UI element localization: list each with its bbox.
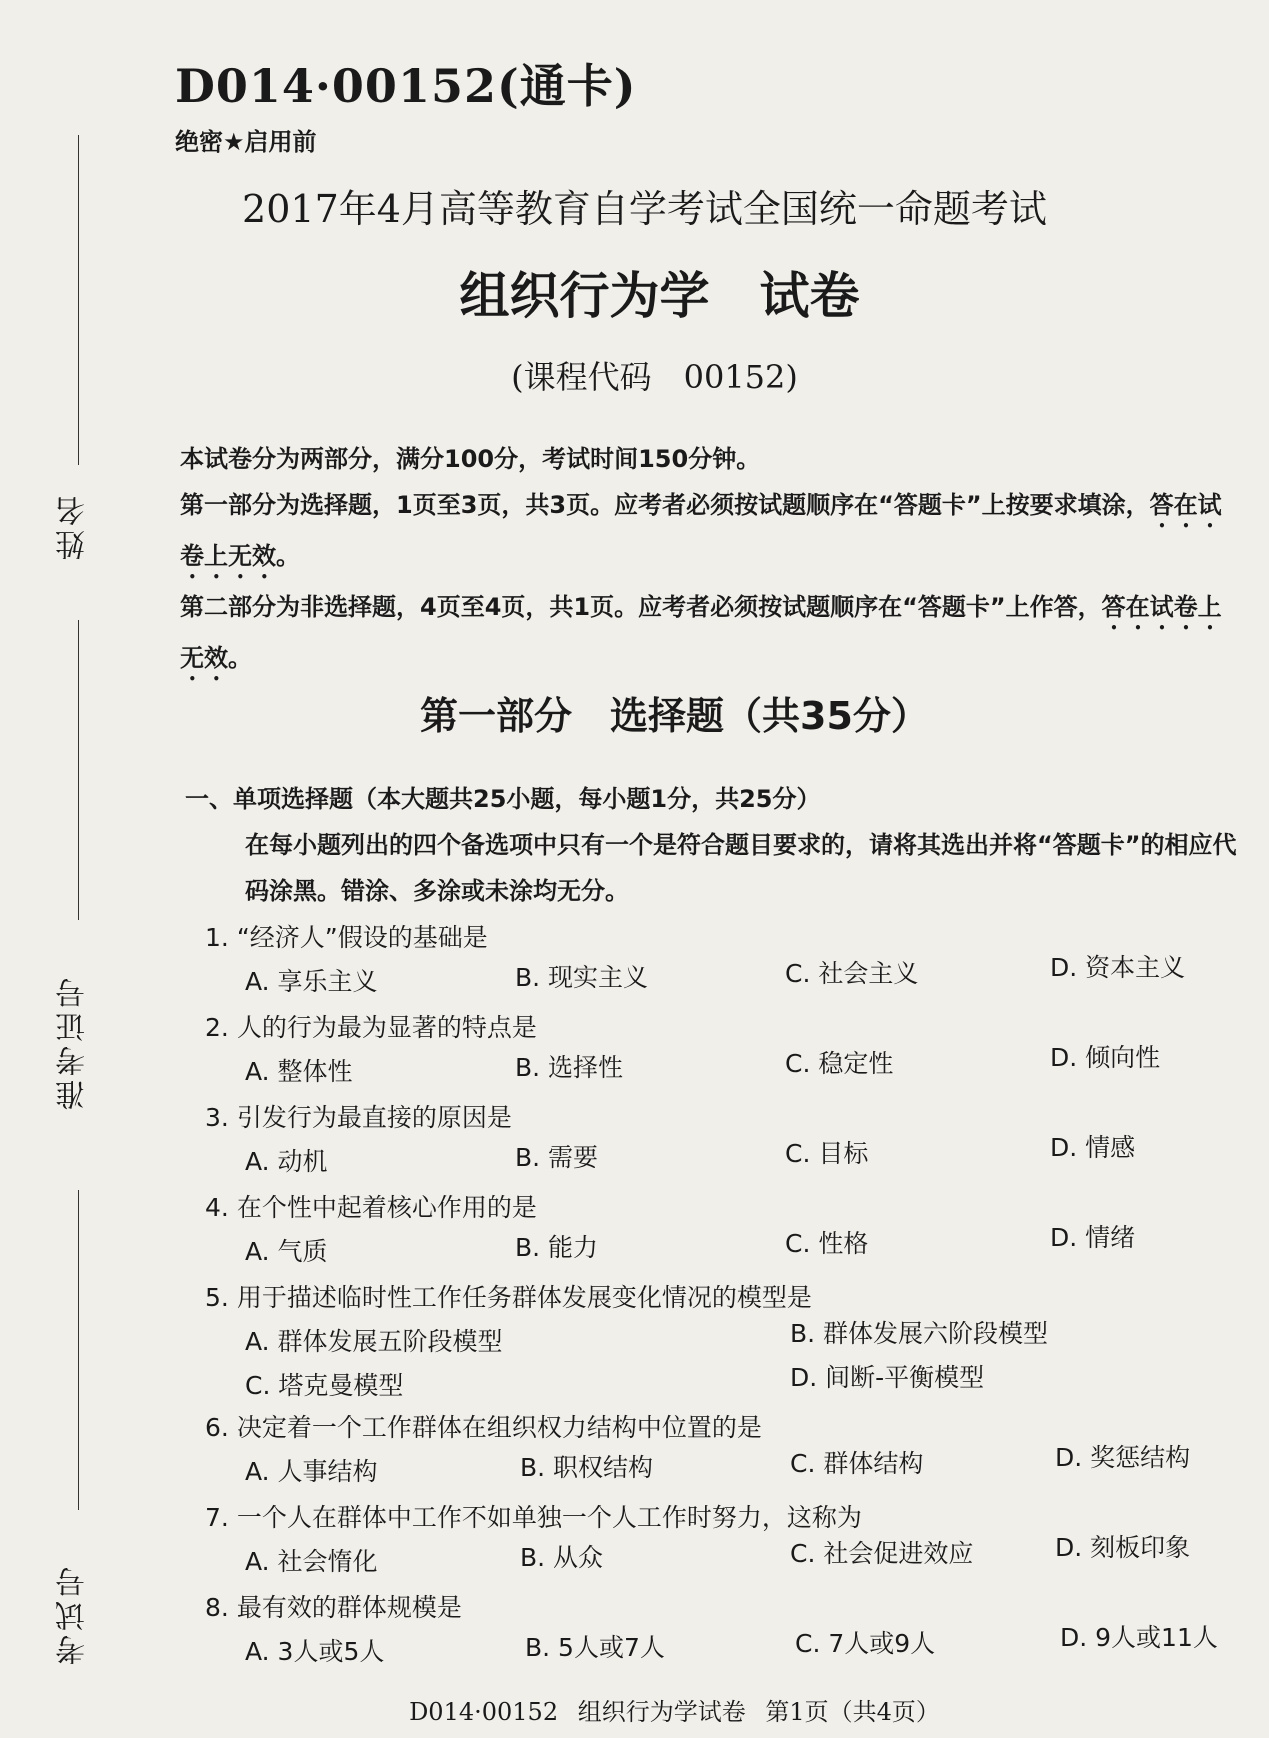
option-d: D. 9人或11人 [1060, 1623, 1218, 1652]
option-b: B. 职权结构 [520, 1453, 654, 1482]
question-item [205, 918, 1255, 1008]
option-b: B. 从众 [520, 1543, 604, 1572]
instruction-line [180, 584, 1240, 686]
option-a: A. 整体性 [245, 1057, 353, 1086]
question-number: 5. [205, 1283, 229, 1312]
section-heading: 一、单项选择题（本大题共25小题，每小题1分，共25分） [185, 785, 821, 813]
option-c: C. 稳定性 [785, 1049, 894, 1078]
emphasized-text: 答在试卷上无效。 [180, 491, 1222, 570]
exam-title: 2017年4月高等教育自学考试全国统一命题考试 [242, 187, 1047, 231]
option-b: B. 群体发展六阶段模型 [790, 1319, 1049, 1348]
paper-code: D014·00152(通卡) [175, 59, 637, 113]
option-d: D. 情绪 [1050, 1223, 1136, 1252]
option-b: B. 需要 [515, 1143, 599, 1172]
option-c: C. 性格 [785, 1229, 869, 1258]
option-d: D. 间断-平衡模型 [790, 1363, 985, 1392]
question-stem: 3. 引发行为最直接的原因是 [205, 1103, 512, 1132]
instruction-text: 第二部分为非选择题，4页至4页，共1页。应考者必须按试题顺序在“答题卡”上作答，答在试卷上无效。 [180, 593, 1222, 672]
option-d: D. 刻板印象 [1055, 1533, 1191, 1562]
instruction-line [180, 482, 1240, 584]
part-one-title: 第一部分 选择题（共35分） [420, 694, 929, 738]
admission-number-label: 准考证号 [56, 974, 91, 1110]
option-c: C. 社会主义 [785, 959, 919, 988]
section-one [185, 776, 1245, 914]
question-number: 4. [205, 1193, 229, 1222]
question-item [205, 1098, 1255, 1188]
emphasized-text: 答在试卷上无效。 [180, 593, 1222, 672]
margin-line [78, 1190, 79, 1510]
option-c: C. 塔克曼模型 [245, 1371, 404, 1400]
option-d: D. 奖惩结构 [1055, 1443, 1191, 1472]
question-stem: 5. 用于描述临时性工作任务群体发展变化情况的模型是 [205, 1283, 812, 1312]
option-c: C. 群体结构 [790, 1449, 924, 1478]
question-item [205, 1008, 1255, 1098]
question-stem: 1. “经济人”假设的基础是 [205, 923, 488, 952]
question-stem: 7. 一个人在群体中工作不如单独一个人工作时努力，这称为 [205, 1503, 862, 1532]
instruction-line: 本试卷分为两部分，满分100分，考试时间150分钟。 [180, 445, 761, 473]
exam-instructions [180, 436, 1240, 686]
question-stem: 8. 最有效的群体规模是 [205, 1593, 462, 1622]
subject-title: 组织行为学 试卷 [459, 267, 860, 325]
course-code: (课程代码 00152) [511, 358, 798, 396]
instruction-text: 第一部分为选择题，1页至3页，共3页。应考者必须按试题顺序在“答题卡”上按要求填涂，答在试卷上无效。 [180, 491, 1222, 570]
question-item [205, 1498, 1255, 1588]
option-d: D. 倾向性 [1050, 1043, 1161, 1072]
option-d: D. 资本主义 [1050, 953, 1186, 982]
option-a: A. 3人或5人 [245, 1637, 385, 1666]
option-c: C. 7人或9人 [795, 1629, 936, 1658]
exam-number-label: 考试号 [56, 1563, 91, 1665]
question-stem: 4. 在个性中起着核心作用的是 [205, 1193, 537, 1222]
page-footer [0, 1692, 1269, 1727]
option-a: A. 动机 [245, 1147, 328, 1176]
option-b: B. 选择性 [515, 1053, 624, 1082]
question-item [205, 1188, 1255, 1278]
footer-page-number: 第1页（共4页） [765, 1698, 940, 1726]
confidential-mark: 绝密★启用前 [175, 128, 317, 156]
footer-title: 组织行为学试卷 [577, 1698, 746, 1726]
name-label: 姓名 [56, 492, 91, 560]
question-list [205, 918, 1255, 1678]
option-a: A. 群体发展五阶段模型 [245, 1327, 503, 1356]
question-number: 7. [205, 1503, 229, 1532]
section-instruction: 在每小题列出的四个备选项中只有一个是符合题目要求的，请将其选出并将“答题卡”的相应代码涂黑。错涂、多涂或未涂均无分。 [245, 831, 1237, 905]
option-d: D. 情感 [1050, 1133, 1136, 1162]
option-b: B. 5人或7人 [525, 1633, 665, 1662]
question-item [205, 1408, 1255, 1498]
footer-code: D014·00152 [409, 1698, 559, 1726]
question-stem: 2. 人的行为最为显著的特点是 [205, 1013, 537, 1042]
question-stem: 6. 决定着一个工作群体在组织权力结构中位置的是 [205, 1413, 762, 1442]
option-a: A. 人事结构 [245, 1457, 378, 1486]
question-number: 3. [205, 1103, 229, 1132]
option-a: A. 享乐主义 [245, 967, 378, 996]
margin-line [78, 620, 79, 920]
option-a: A. 气质 [245, 1237, 328, 1266]
question-item [205, 1278, 1255, 1408]
option-c: C. 目标 [785, 1139, 869, 1168]
option-a: A. 社会惰化 [245, 1547, 378, 1576]
question-number: 1. [205, 923, 229, 952]
question-number: 8. [205, 1593, 229, 1622]
question-number: 2. [205, 1013, 229, 1042]
option-b: B. 现实主义 [515, 963, 649, 992]
question-item [205, 1588, 1255, 1678]
option-c: C. 社会促进效应 [790, 1539, 974, 1568]
question-number: 6. [205, 1413, 229, 1442]
option-b: B. 能力 [515, 1233, 599, 1262]
